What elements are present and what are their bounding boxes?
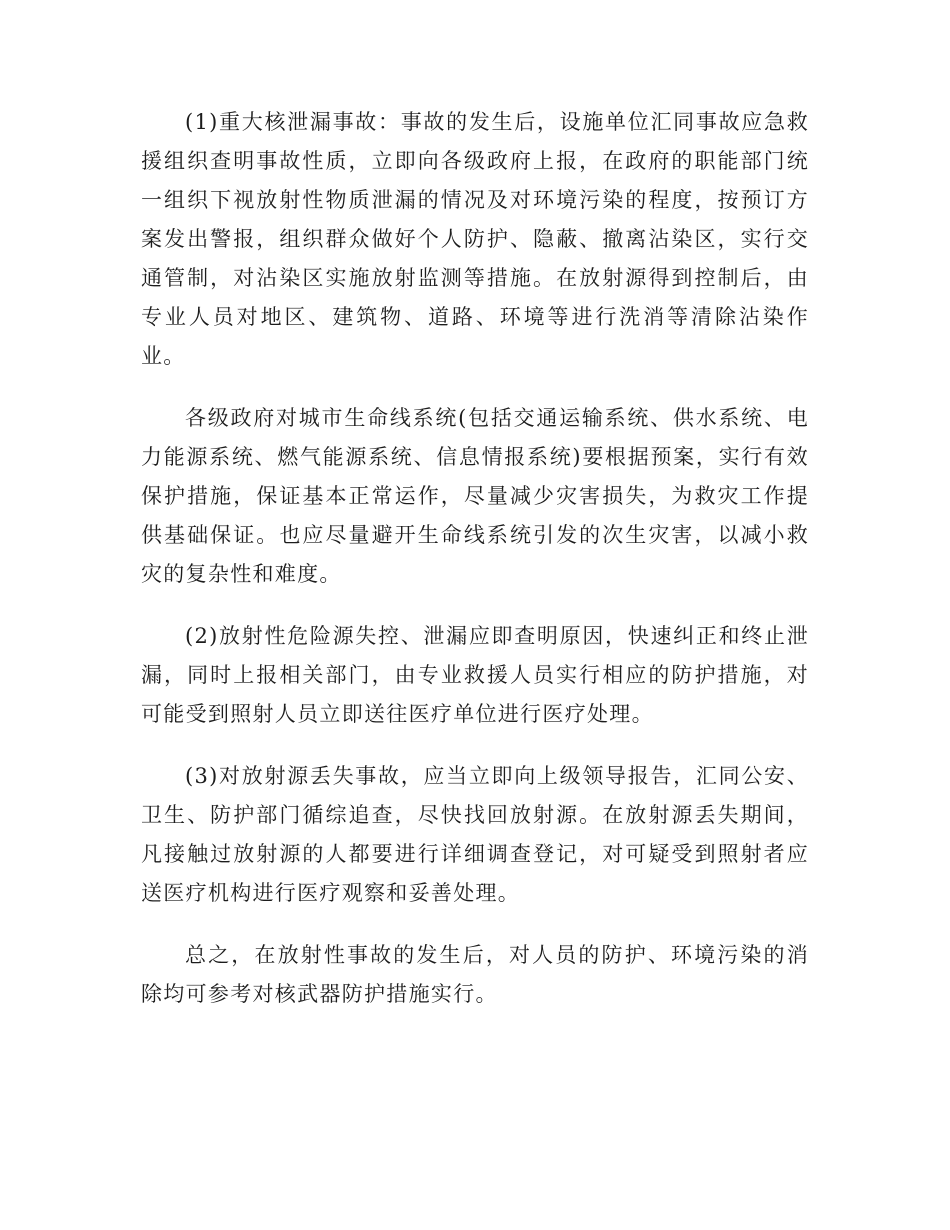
- document-body: [141, 103, 809, 1037]
- paragraph-summary: 总之，在放射性事故的发生后，对人员的防护、环境污染的消除均可参考对核武器防护措施实行。: [141, 943, 809, 1006]
- paragraph-source-out-of-control: (2)放射性危险源失控、泄漏应即查明原因，快速纠正和终止泄漏，同时上报相关部门，由专业救援人员实行相应的防护措施，对可能受到照射人员立即送往医疗单位进行医疗处理。: [141, 624, 809, 726]
- paragraph-source-lost: (3)对放射源丢失事故，应当立即向上级领导报告，汇同公安、卫生、防护部门循综追查，尽快找回放射源。在放射源丢失期间，凡接触过放射源的人都要进行详细调查登记，对可疑受到照射者应送医疗机构进行医疗观察和妥善处理。: [141, 764, 809, 905]
- paragraph-major-nuclear-leak: (1)重大核泄漏事故：事故的发生后，设施单位汇同事故应急救援组织查明事故性质，立即向各级政府上报，在政府的职能部门统一组织下视放射性物质泄漏的情况及对环境污染的程度，按预订方案发出警报，组织群众做好个人防护、隐蔽、撤离沾染区，实行交通管制，对沾染区实施放射监测等措施。在放射源得到控制后，由专业人员对地区、建筑物、道路、环境等进行洗消等清除沾染作业。: [141, 110, 809, 368]
- paragraph-lifeline-systems: 各级政府对城市生命线系统(包括交通运输系统、供水系统、电力能源系统、燃气能源系统、信息情报系统)要根据预案，实行有效保护措施，保证基本正常运作，尽量减少灾害损失，为救灾工作提供基础保证。也应尽量避开生命线系统引发的次生灾害，以减小救灾的复杂性和难度。: [141, 406, 809, 586]
